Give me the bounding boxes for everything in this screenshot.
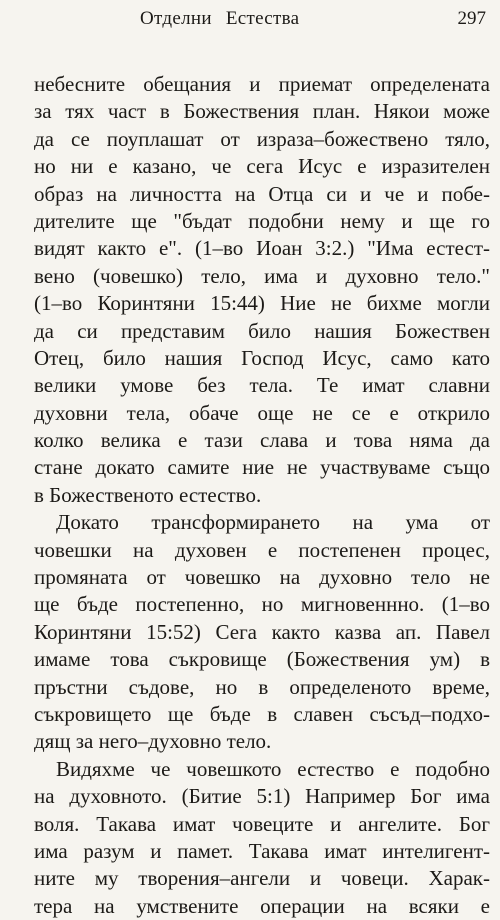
text-line: имаме това съкровище (Божествения ум) в xyxy=(34,647,490,672)
text-line: видят както е". (1–во Иоан 3:2.) "Има естест- xyxy=(34,236,490,261)
text-line: Отец, било нашия Господ Исус, само като xyxy=(34,345,490,370)
text-line: за тях част в Божествения план. Някои може xyxy=(34,99,490,124)
text-line: да си представим било нашия Божествен xyxy=(34,318,490,343)
text-line: образ на личността на Отца си и че и побе- xyxy=(34,181,490,206)
text-line: Видяхме че човешкото естество е подобно xyxy=(56,756,490,781)
paragraph xyxy=(34,756,490,920)
text-line: колко велика е тази слава и това няма да xyxy=(34,428,490,453)
text-line: тера на умствените операции на всяки е xyxy=(34,893,490,918)
page-number: 297 xyxy=(457,8,486,29)
running-title: Отделни Естества xyxy=(140,8,300,29)
text-line: но ни е казано, че сега Исус е изразителен xyxy=(34,154,490,179)
text-line: духовни тела, обаче още не се е открило xyxy=(34,400,490,425)
text-line: дителите ще "бъдат подобни нему и ще го xyxy=(34,208,490,233)
text-line: Докато трансформирането на ума от xyxy=(56,510,490,535)
running-header xyxy=(0,8,500,32)
paragraph xyxy=(34,509,490,756)
text-line: небесните обещания и приемат определената xyxy=(34,72,490,96)
text-line: ще бъде постепенно, но мигновеннно. (1–во xyxy=(34,592,490,617)
text-line: в Божественото естество. xyxy=(34,482,262,507)
text-line: вено (човешко) тело, има и духовно тело." xyxy=(34,263,490,288)
text-line: да се поуплашат от израза–божествено тяло, xyxy=(34,126,490,151)
text-line: Коринтяни 15:52) Сега както казва ап. Павел xyxy=(34,619,490,644)
text-line: има разум и памет. Такава имат интелигент- xyxy=(34,838,490,863)
text-line: ните му творения–ангели и човеци. Харак- xyxy=(34,866,490,891)
text-line: съкровището ще бъде в славен съсъд–подхо- xyxy=(34,701,490,726)
text-line: дящ за него–духовно тело. xyxy=(34,729,272,754)
text-line: воля. Такава имат човеците и ангелите. Бог xyxy=(34,811,490,836)
text-line: велики умове без тела. Те имат славни xyxy=(34,373,490,398)
text-line: човешки на духовен е постепенен процес, xyxy=(34,537,490,562)
body-text xyxy=(34,71,490,920)
text-line: пръстни съдове, но в определеното време, xyxy=(34,674,490,699)
paragraph xyxy=(34,71,490,509)
text-line: стане докато самите ние не участвуваме също xyxy=(34,455,490,480)
text-line: на духовното. (Битие 5:1) Например Бог има xyxy=(34,784,490,809)
text-line: промяната от човешко на духовно тело не xyxy=(34,565,490,590)
text-line: (1–во Коринтяни 15:44) Ние не бихме могли xyxy=(34,291,490,316)
